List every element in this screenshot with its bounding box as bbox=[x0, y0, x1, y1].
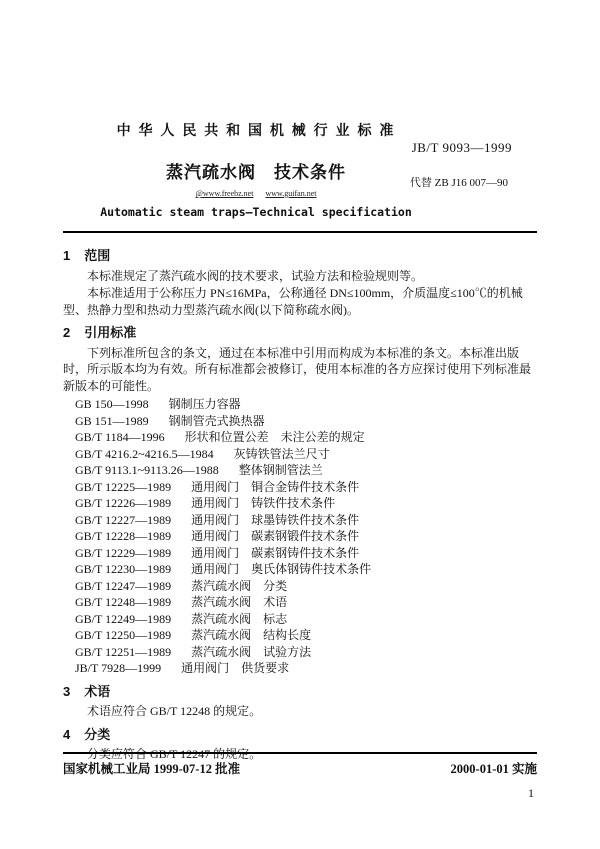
reference-item bbox=[75, 627, 537, 644]
reference-code: GB/T 12227—1989 bbox=[75, 512, 172, 527]
reference-item bbox=[75, 429, 537, 446]
section-number: 3 bbox=[63, 683, 71, 699]
reference-code: GB/T 9113.1~9113.26—1988 bbox=[75, 463, 219, 477]
footer bbox=[63, 759, 537, 777]
reference-item bbox=[75, 512, 537, 529]
section-title: 引用标准 bbox=[84, 325, 137, 340]
section-terminology bbox=[63, 684, 537, 720]
reference-title: 蒸汽疏水阀 试验方法 bbox=[191, 644, 312, 659]
watermark-link-guifan[interactable]: www.guifan.net bbox=[265, 189, 317, 198]
reference-code: GB 150—1998 bbox=[75, 397, 149, 411]
reference-title: 整体钢制管法兰 bbox=[238, 463, 323, 477]
approval-note: 国家机械工业局 1999-07-12 批准 bbox=[63, 762, 241, 776]
implementation-date: 2000-01-01 实施 bbox=[450, 762, 537, 776]
section-title: 分类 bbox=[84, 726, 111, 742]
reference-title: 蒸汽疏水阀 分类 bbox=[191, 578, 288, 593]
standard-number: JB/T 9093—1999 bbox=[411, 140, 512, 155]
reference-title: 通用阀门 碳素钢铸件技术条件 bbox=[191, 545, 360, 560]
reference-title: 通用阀门 铜合金铸件技术条件 bbox=[191, 479, 360, 494]
document-title-en: Automatic steam traps—Technical specification bbox=[100, 205, 412, 219]
reference-code: GB/T 4216.2~4216.5—1984 bbox=[75, 446, 214, 461]
reference-title: 通用阀门 球墨铸铁件技术条件 bbox=[191, 512, 360, 527]
reference-title: 蒸汽疏水阀 结构长度 bbox=[191, 628, 312, 642]
section-heading bbox=[63, 684, 537, 701]
reference-title: 蒸汽疏水阀 术语 bbox=[191, 595, 288, 609]
section-heading bbox=[63, 325, 537, 342]
reference-item bbox=[75, 446, 537, 463]
section-number: 1 bbox=[63, 248, 71, 263]
reference-item bbox=[75, 396, 537, 413]
watermark-links bbox=[60, 189, 452, 198]
reference-item bbox=[75, 528, 537, 545]
reference-item bbox=[75, 495, 537, 512]
paragraph: 本标准适用于公称压力 PN≤16MPa，公称通径 DN≤100mm，介质温度≤100℃的机械型、热静力型和热动力型蒸汽疏水阀(以下简称疏水阀)。 bbox=[63, 286, 523, 317]
reference-code: GB 151—1989 bbox=[75, 413, 149, 428]
reference-item bbox=[75, 594, 537, 611]
footer-rule bbox=[63, 752, 537, 754]
section-scope bbox=[63, 248, 537, 318]
section-title: 范围 bbox=[84, 248, 111, 263]
reference-code: GB/T 12226—1989 bbox=[75, 496, 172, 510]
reference-title: 灰铸铁管法兰尺寸 bbox=[233, 446, 330, 461]
section-heading bbox=[63, 248, 537, 265]
reference-item bbox=[75, 545, 537, 562]
reference-title: 钢制管壳式换热器 bbox=[168, 413, 265, 428]
reference-item bbox=[75, 644, 537, 661]
reference-title: 通用阀门 碳素钢锻件技术条件 bbox=[191, 529, 360, 543]
section-classification bbox=[63, 727, 537, 763]
reference-item bbox=[75, 660, 537, 677]
reference-code: GB/T 12250—1989 bbox=[75, 628, 172, 642]
reference-title: 通用阀门 铸铁件技术条件 bbox=[191, 496, 336, 510]
reference-code: GB/T 12229—1989 bbox=[75, 545, 172, 560]
section-heading bbox=[63, 727, 537, 744]
reference-title: 通用阀门 供货要求 bbox=[181, 661, 290, 675]
section-number: 2 bbox=[63, 325, 71, 340]
reference-code: GB/T 12249—1989 bbox=[75, 611, 172, 626]
page-number: 1 bbox=[528, 786, 534, 800]
document-body bbox=[63, 241, 537, 761]
reference-item bbox=[75, 479, 537, 496]
reference-code: GB/T 12247—1989 bbox=[75, 578, 172, 593]
reference-item bbox=[75, 462, 537, 479]
document-title-cn: 蒸汽疏水阀 技术条件 bbox=[166, 163, 346, 182]
watermark-link-freebz[interactable]: @www.freebz.net bbox=[195, 189, 254, 198]
reference-code: GB/T 12230—1989 bbox=[75, 562, 172, 576]
paragraph: 下列标准所包含的条文，通过在本标准中引用而构成为本标准的条文。本标准出版时，所示版本均为有效。所有标准都会被修订，使用本标准的各方应探讨使用下列标准最新版本的可能性。 bbox=[63, 345, 532, 393]
reference-item bbox=[75, 611, 537, 628]
reference-item bbox=[75, 561, 537, 578]
section-number: 4 bbox=[63, 726, 71, 742]
paragraph: 分类应符合 GB/T 12247 的规定。 bbox=[87, 747, 262, 761]
reference-item bbox=[75, 578, 537, 595]
section-title: 术语 bbox=[84, 683, 111, 699]
paragraph: 术语应符合 GB/T 12248 的规定。 bbox=[87, 704, 262, 718]
reference-code: JB/T 7928—1999 bbox=[75, 661, 162, 675]
reference-code: GB/T 12225—1989 bbox=[75, 479, 172, 494]
reference-code: GB/T 12248—1989 bbox=[75, 595, 172, 609]
reference-title: 形状和位置公差 未注公差的规定 bbox=[184, 430, 365, 444]
reference-list bbox=[63, 396, 537, 677]
reference-title: 通用阀门 奥氏体钢铸件技术条件 bbox=[191, 562, 372, 576]
reference-code: GB/T 12228—1989 bbox=[75, 529, 172, 543]
header-rule bbox=[63, 231, 537, 233]
reference-code: GB/T 1184—1996 bbox=[75, 430, 165, 444]
reference-item bbox=[75, 413, 537, 430]
section-normative-references bbox=[63, 325, 537, 677]
standard-org-line: 中 华 人 民 共 和 国 机 械 行 业 标 准 bbox=[116, 122, 396, 138]
reference-title: 钢制压力容器 bbox=[168, 397, 241, 411]
paragraph: 本标准规定了蒸汽疏水阀的技术要求，试验方法和检验规则等。 bbox=[87, 268, 424, 283]
replaces-note: 代替 ZB J16 007—90 bbox=[409, 177, 508, 189]
reference-code: GB/T 12251—1989 bbox=[75, 644, 172, 659]
reference-title: 蒸汽疏水阀 标志 bbox=[191, 611, 288, 626]
